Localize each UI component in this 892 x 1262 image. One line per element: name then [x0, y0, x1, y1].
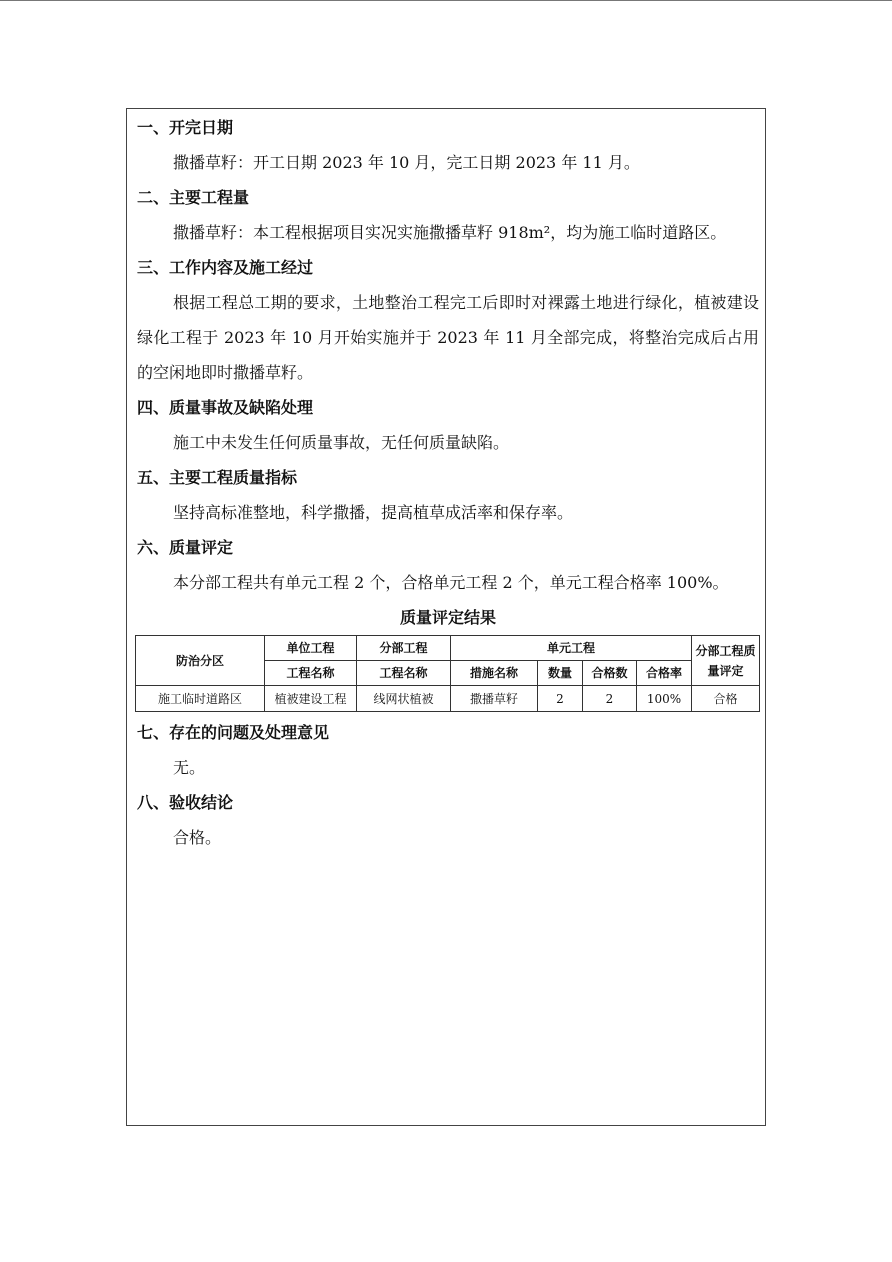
- section-heading-issues: 七、存在的问题及处理意见: [137, 723, 330, 742]
- table-row: [136, 686, 760, 712]
- section-heading-quality-assessment: 六、质量评定: [137, 538, 234, 557]
- cell-measure: 撒播草籽: [451, 686, 538, 712]
- section-body-quality-incidents: 施工中未发生任何质量事故，无任何质量缺陷。: [173, 433, 510, 452]
- section-body-quality-assessment: 本分部工程共有单元工程 2 个，合格单元工程 2 个，单元工程合格率 100%。: [173, 573, 729, 592]
- header-project-name-1: 工程名称: [265, 661, 357, 686]
- section-body-quantities: 撒播草籽：本工程根据项目实况实施撒播草籽 918m²，均为施工临时道路区。: [173, 223, 727, 242]
- section-heading-quality-incidents: 四、质量事故及缺陷处理: [137, 398, 314, 417]
- section-heading-dates: 一、开完日期: [137, 118, 234, 137]
- cell-sub-project: 线网状植被: [357, 686, 451, 712]
- report-frame: [126, 108, 766, 1126]
- table-header-row-1: [136, 636, 760, 661]
- quality-result-table: [135, 635, 760, 712]
- table-caption: 质量评定结果: [399, 608, 496, 627]
- header-measure-name: 措施名称: [451, 661, 538, 686]
- cell-qualified-rate: 100%: [637, 686, 692, 712]
- section-body-dates: 撒播草籽：开工日期 2023 年 10 月，完工日期 2023 年 11 月。: [173, 153, 640, 172]
- section-heading-conclusion: 八、验收结论: [137, 793, 234, 812]
- section-heading-quantities: 二、主要工程量: [137, 188, 250, 207]
- header-element-project: 单元工程: [451, 636, 692, 661]
- header-qualified-rate: 合格率: [637, 661, 692, 686]
- header-quantity: 数量: [538, 661, 583, 686]
- page-top-rule: [0, 0, 892, 1]
- header-project-name-2: 工程名称: [357, 661, 451, 686]
- section-heading-quality-indicators: 五、主要工程质量指标: [137, 468, 298, 487]
- section-body-issues: 无。: [173, 758, 206, 777]
- section-heading-work-content: 三、工作内容及施工经过: [137, 258, 314, 277]
- header-unit-project: 单位工程: [265, 636, 357, 661]
- cell-quantity: 2: [538, 686, 583, 712]
- header-zone: 防治分区: [136, 636, 265, 686]
- cell-unit-project: 植被建设工程: [265, 686, 357, 712]
- header-sub-project: 分部工程: [357, 636, 451, 661]
- header-qualified-count: 合格数: [583, 661, 637, 686]
- cell-assessment: 合格: [692, 686, 760, 712]
- section-body-conclusion: 合格。: [173, 828, 222, 847]
- section-body-quality-indicators: 坚持高标准整地，科学撒播，提高植草成活率和保存率。: [173, 503, 574, 522]
- section-body-work-content: 根据工程总工期的要求，土地整治工程完工后即时对裸露土地进行绿化，植被建设绿化工程于 2023 年 10 月开始实施并于 2023 年 11 月全部完成，将整治完成后占用的空闲地即时撒播草籽。: [137, 293, 759, 382]
- header-sub-quality: 分部工程质量评定: [692, 636, 760, 686]
- cell-zone: 施工临时道路区: [136, 686, 265, 712]
- cell-qualified-count: 2: [583, 686, 637, 712]
